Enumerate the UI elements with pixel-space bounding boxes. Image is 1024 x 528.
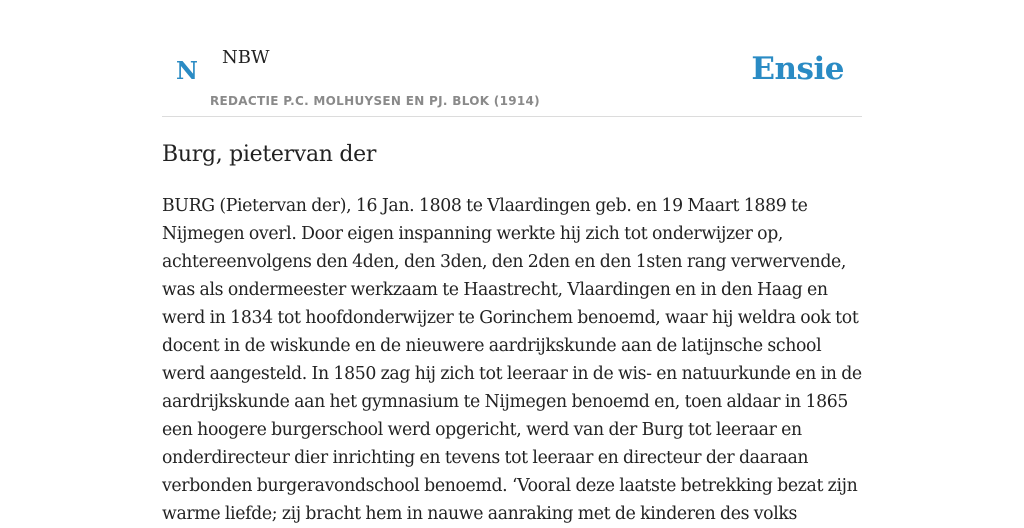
source-header: [162, 40, 862, 117]
entry-body: BURG (Pietervan der), 16 Jan. 1808 te Vlaardingen geb. en 19 Maart 1889 te Nijmegen overl. Door eigen inspanning werkte hij zich tot onderwijzer op, achtereenvolgens den 4den, den 3den, den 2den en den 1sten rang verwervende, was als ondermeester werkzaam te Haastrecht, Vlaardingen en in den Haag en werd in 1834 tot hoofdonderwijzer te Gorinchem benoemd, waar hij weldra ook tot docent in de wiskunde en de nieuwere aardrijkskunde aan de latijnsche school werd aangesteld. In 1850 zag hij zich tot leeraar in de wis- en natuurkunde en in de aardrijkskunde aan het gymnasium te Nijmegen benoemd en, toen aldaar in 1865 een hoogere burgerschool werd opgericht, werd van der Burg tot leeraar en onderdirecteur dier inrichting en tevens tot leeraar en directeur der daaraan verbonden burgeravondschool benoemd. ‘Vooral deze laatste betrekking bezat zijn warme liefde; zij bracht hem in nauwe aanraking met de kinderen des volks: [162, 196, 862, 524]
brand-logo[interactable]: Ensie: [751, 51, 844, 87]
source-title[interactable]: NBW: [222, 47, 270, 68]
entry-title: Burg, pietervan der: [162, 142, 377, 167]
source-subtitle: REDACTIE P.C. MOLHUYSEN EN PJ. BLOK (1914): [210, 94, 540, 108]
source-logo[interactable]: N: [176, 56, 198, 85]
